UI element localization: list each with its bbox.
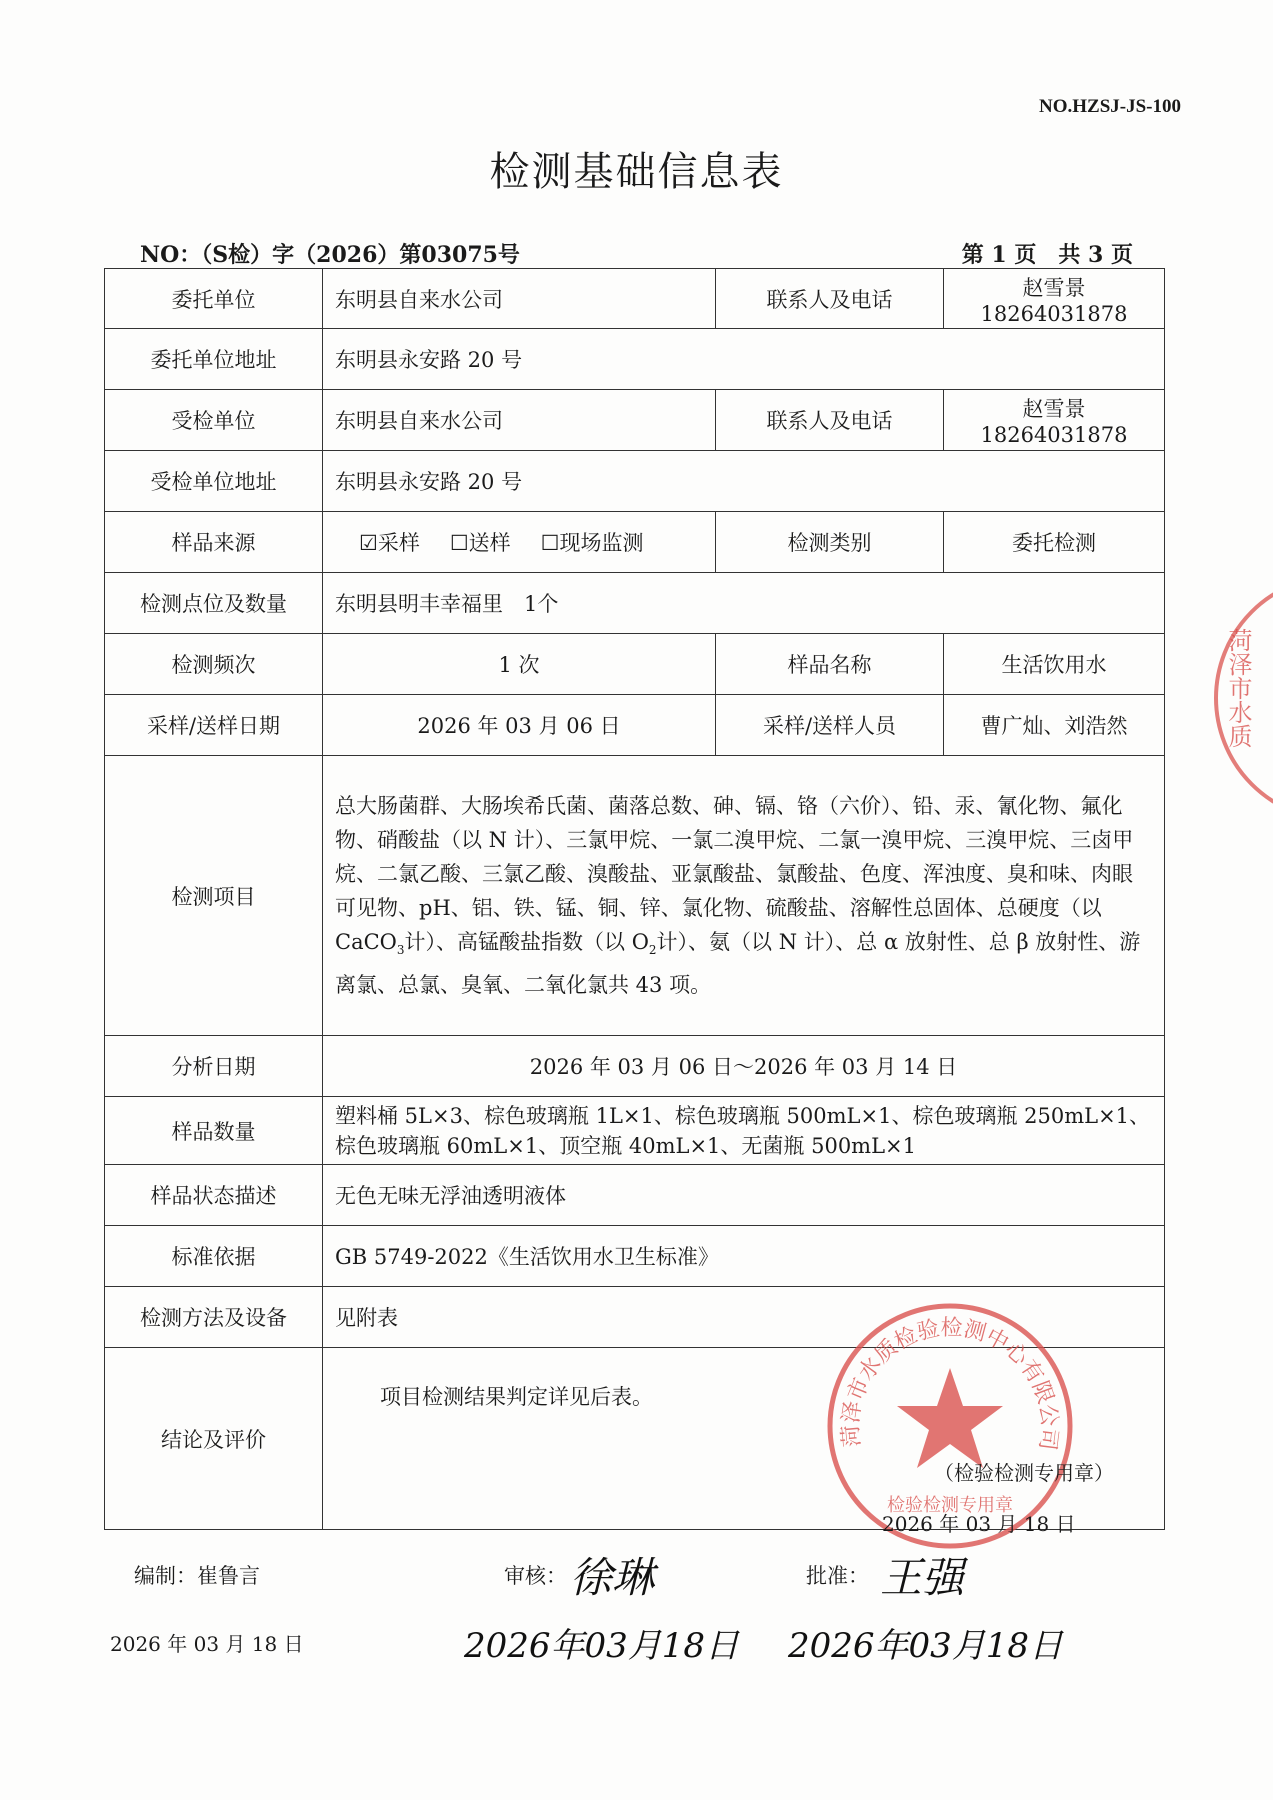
table-row	[105, 390, 1165, 451]
sample-source-options	[323, 512, 716, 573]
sample-source-label: 样品来源	[105, 512, 323, 573]
table-row	[105, 512, 1165, 573]
approver-handwritten-signature: 王强	[880, 1553, 965, 1602]
contact-label: 联系人及电话	[716, 269, 944, 329]
items-sub-3: 3	[396, 943, 405, 958]
report-number: NO：（S检）字（2026）第03075号	[140, 242, 520, 268]
sample-name-label: 样品名称	[716, 634, 944, 695]
inspected-unit-label: 受检单位	[105, 390, 323, 451]
reviewer-label: 审核：	[504, 1564, 567, 1588]
page-info: 第 1 页 共 3 页	[961, 242, 1133, 268]
document-number: NO.HZSJ-JS-100	[1039, 96, 1181, 117]
inspected-address-label: 受检单位地址	[105, 451, 323, 512]
conclusion-text: 项目检测结果判定详见后表。	[380, 1385, 653, 1409]
inspected-unit-value: 东明县自来水公司	[323, 390, 716, 451]
contact-value: 赵雪景 18264031878	[944, 269, 1165, 329]
points-value: 东明县明丰幸福里 1个	[323, 573, 1165, 634]
quantity-value: 塑料桶 5L×3、棕色玻璃瓶 1L×1、棕色玻璃瓶 500mL×1、棕色玻璃瓶 250mL×1、棕色玻璃瓶 60mL×1、顶空瓶 40mL×1、无菌瓶 500mL×1	[323, 1097, 1165, 1165]
client-address-label: 委托单位地址	[105, 329, 323, 390]
method-value: 见附表	[323, 1287, 1165, 1348]
sample-date-value: 2026 年 03 月 06 日	[323, 695, 716, 756]
table-row	[105, 1097, 1165, 1165]
sampler-label: 采样/送样人员	[716, 695, 944, 756]
table-row	[105, 1036, 1165, 1097]
client-value: 东明县自来水公司	[323, 269, 716, 329]
sampler-value: 曹广灿、刘浩然	[944, 695, 1165, 756]
conclusion-label: 结论及评价	[105, 1348, 323, 1530]
standard-label: 标准依据	[105, 1226, 323, 1287]
analysis-date-value: 2026 年 03 月 06 日～2026 年 03 月 14 日	[323, 1036, 1165, 1097]
page-title: 检测基础信息表	[489, 149, 784, 195]
client-label: 委托单位	[105, 269, 323, 329]
table-row	[105, 756, 1165, 1036]
contact2-value: 赵雪景 18264031878	[944, 390, 1165, 451]
table-row	[105, 695, 1165, 756]
table-row	[105, 1226, 1165, 1287]
items-value	[323, 756, 1165, 1036]
reviewer-handwritten-signature: 徐琳	[570, 1553, 655, 1602]
table-row	[105, 634, 1165, 695]
table-row	[105, 329, 1165, 390]
table-row	[105, 1165, 1165, 1226]
seal-note: （检验检测专用章）	[934, 1461, 1114, 1485]
checkbox-delivery: ☐送样	[449, 531, 511, 555]
editor-signature	[134, 1560, 260, 1590]
seal-date: 2026 年 03 月 18 日	[882, 1512, 1076, 1536]
standard-value: GB 5749-2022《生活饮用水卫生标准》	[323, 1226, 1165, 1287]
contact2-label: 联系人及电话	[716, 390, 944, 451]
table-row	[105, 573, 1165, 634]
checkbox-sampling: ☑采样	[359, 531, 420, 555]
method-label: 检测方法及设备	[105, 1287, 323, 1348]
seal-sub-text: 检验检测专用章	[887, 1495, 1013, 1516]
sample-date-label: 采样/送样日期	[105, 695, 323, 756]
frequency-label: 检测频次	[105, 634, 323, 695]
frequency-value: 1 次	[323, 634, 716, 695]
inspected-address-value: 东明县永安路 20 号	[323, 451, 1165, 512]
items-label: 检测项目	[105, 756, 323, 1036]
approver-date: 2026年03月18日	[788, 1626, 1064, 1666]
table-row	[105, 269, 1165, 329]
items-text-a: 总大肠菌群、大肠埃希氏菌、菌落总数、砷、镉、铬（六价）、铅、汞、氰化物、氟化物、硝酸盐（以 N 计）、三氯甲烷、一氯二溴甲烷、二氯一溴甲烷、三溴甲烷、三卤甲烷、二氯乙酸、三氯乙酸、溴酸盐、亚氯酸盐、氯酸盐、色度、浑浊度、臭和味、肉眼可见物、pH、铝、铁、锰、铜、锌、氯化物、硫酸盐、溶解性总固体、总硬度（以 CaCO	[335, 794, 1134, 955]
client-address-value: 东明县永安路 20 号	[323, 329, 1165, 390]
table-row	[105, 451, 1165, 512]
side-seal	[1208, 568, 1273, 828]
category-value: 委托检测	[944, 512, 1165, 573]
reviewer-date: 2026年03月18日	[464, 1626, 740, 1666]
editor-date: 2026 年 03 月 18 日	[110, 1632, 304, 1656]
side-seal-text: 菏泽市水质	[1224, 628, 1252, 748]
state-label: 样品状态描述	[105, 1165, 323, 1226]
quantity-label: 样品数量	[105, 1097, 323, 1165]
items-sub-2: 2	[648, 943, 657, 958]
sample-name-value: 生活饮用水	[944, 634, 1165, 695]
checkbox-onsite: ☐现场监测	[540, 531, 644, 555]
analysis-date-label: 分析日期	[105, 1036, 323, 1097]
seal-ring-text: 菏泽市水质检验检测中心有限公司	[838, 1315, 1062, 1452]
state-value: 无色无味无浮油透明液体	[323, 1165, 1165, 1226]
items-text-c: 计）、氨（以 N 计）、总 α 放射性、总 β 放射性、游离氯、总氯、臭氧、二氧化氯共 43 项。	[335, 930, 1141, 997]
points-label: 检测点位及数量	[105, 573, 323, 634]
category-label: 检测类别	[716, 512, 944, 573]
seal-star-icon	[897, 1368, 1003, 1468]
editor-name: 崔鲁言	[197, 1564, 260, 1588]
approver-label: 批准：	[806, 1564, 869, 1588]
editor-label: 编制：	[134, 1564, 197, 1588]
items-text-b: 计）、高锰酸盐指数（以 O	[404, 930, 649, 955]
